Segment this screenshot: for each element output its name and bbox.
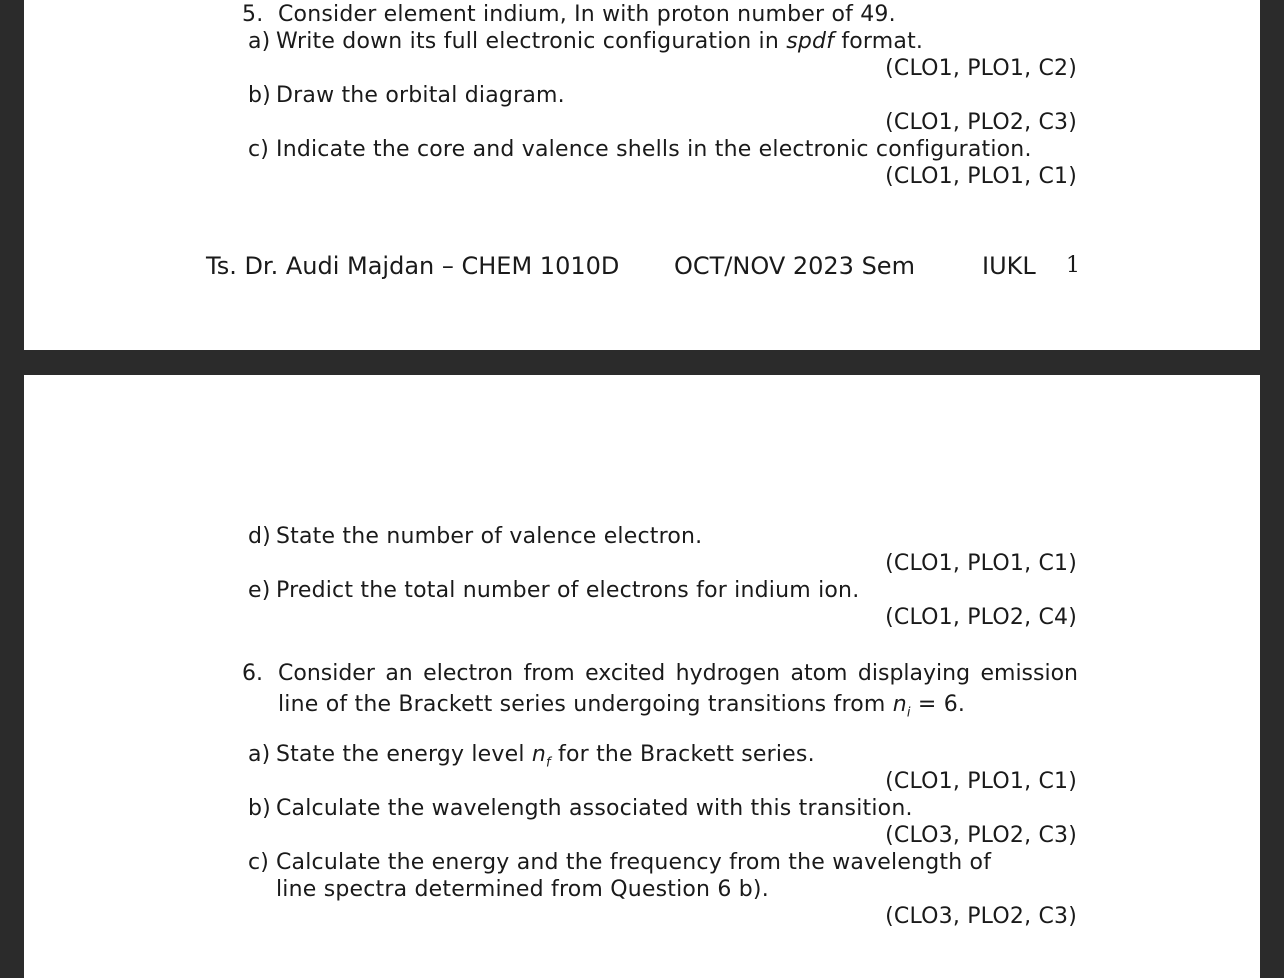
q6-line2-post: = 6. xyxy=(910,692,966,717)
q6-heading-line1 xyxy=(242,663,1078,685)
q5e-item xyxy=(248,580,859,602)
q5c-label: c) xyxy=(248,137,270,162)
q5a-text-em: spdf xyxy=(786,29,835,54)
q5e-code: (CLO1, PLO2, C4) xyxy=(885,605,1077,630)
q6a-label: a) xyxy=(248,742,271,767)
q5a-label: a) xyxy=(248,29,271,54)
q6a-var: n xyxy=(531,742,547,767)
q6b-text: Calculate the wavelength associated with this transition. xyxy=(276,796,913,821)
q5a-text-post: format. xyxy=(834,29,924,54)
q5-heading xyxy=(242,4,896,26)
q6-line2-pre: line of the Brackett series undergoing transitions from xyxy=(278,692,893,717)
q5-number: 5. xyxy=(242,2,264,27)
q6c-text-line1: Calculate the energy and the frequency from the wavelength of xyxy=(276,850,992,875)
q5a-code: (CLO1, PLO1, C2) xyxy=(885,56,1077,81)
footer-page-number: 1 xyxy=(1066,253,1080,278)
q6b-item xyxy=(248,798,913,820)
footer-author: Ts. Dr. Audi Majdan – CHEM 1010D xyxy=(206,252,620,280)
q5b-item xyxy=(248,85,565,107)
q6c-label: c) xyxy=(248,850,270,875)
footer-institution: IUKL xyxy=(982,252,1036,280)
q5a-item xyxy=(248,31,923,53)
q6-line2-var: n xyxy=(892,692,907,717)
q5d-code: (CLO1, PLO1, C1) xyxy=(885,551,1077,576)
q6a-sub: f xyxy=(546,755,551,771)
page-2 xyxy=(24,375,1260,978)
q6a-text-pre: State the energy level xyxy=(276,742,532,767)
q5b-label: b) xyxy=(248,83,271,108)
q5d-item xyxy=(248,526,702,548)
q5d-label: d) xyxy=(248,524,271,549)
page-1 xyxy=(24,0,1260,350)
q5e-text: Predict the total number of electrons for indium ion. xyxy=(276,578,860,603)
q6c-item xyxy=(248,852,991,874)
q5b-code: (CLO1, PLO2, C3) xyxy=(885,110,1077,135)
q6-line2-sub: i xyxy=(906,705,911,721)
q5e-label: e) xyxy=(248,578,271,603)
q5d-text: State the number of valence electron. xyxy=(276,524,703,549)
q6a-item xyxy=(248,744,815,769)
q5a-text-pre: Write down its full electronic configuration in xyxy=(276,29,787,54)
q6c-code: (CLO3, PLO2, C3) xyxy=(885,904,1077,929)
q6b-code: (CLO3, PLO2, C3) xyxy=(885,823,1077,848)
q5-text: Consider element indium, In with proton number of 49. xyxy=(278,2,896,27)
q5c-code: (CLO1, PLO1, C1) xyxy=(885,164,1077,189)
q6b-label: b) xyxy=(248,796,271,821)
q6-line1: Consider an electron from excited hydrogen atom displaying emission xyxy=(278,661,1078,686)
q6-heading-line2 xyxy=(278,694,965,719)
q6-number: 6. xyxy=(242,661,263,686)
q5b-text: Draw the orbital diagram. xyxy=(276,83,565,108)
footer-session: OCT/NOV 2023 Sem xyxy=(674,252,915,280)
q5c-item xyxy=(248,139,1032,161)
q6a-text-post: for the Brackett series. xyxy=(550,742,815,767)
q5c-text: Indicate the core and valence shells in the electronic configuration. xyxy=(276,137,1032,162)
q6a-code: (CLO1, PLO1, C1) xyxy=(885,769,1077,794)
q6c-text-line2: line spectra determined from Question 6 b). xyxy=(276,877,769,902)
